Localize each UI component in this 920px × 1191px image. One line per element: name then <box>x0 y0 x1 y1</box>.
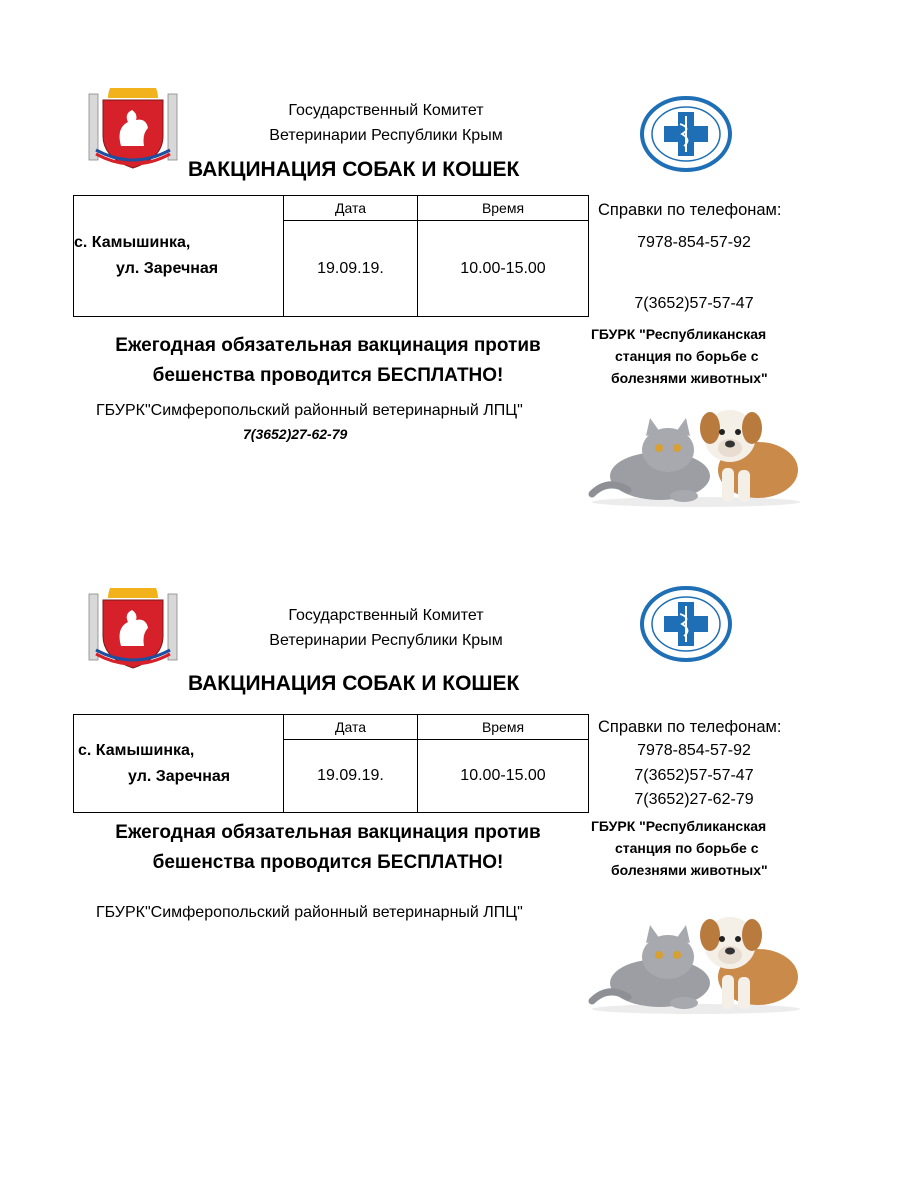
station-line-3: болезнями животных" <box>611 862 768 878</box>
location-village: с. Камышинка, <box>74 234 191 251</box>
location-street: ул. Заречная <box>116 260 219 277</box>
phone-number: 7978-854-57-92 <box>637 234 751 251</box>
flyer-2 <box>0 500 920 1020</box>
notice-line-2: бешенства проводится БЕСПЛАТНО! <box>152 852 504 873</box>
free-vaccination-notice <box>68 818 588 878</box>
committee-line-2: Ветеринарии Республики Крым <box>269 127 503 144</box>
phone-number: 7978-854-57-92 <box>637 742 751 759</box>
station-line-1: ГБУРК "Республиканская <box>591 818 767 834</box>
time-header: Время <box>418 715 589 740</box>
date-header: Дата <box>284 715 418 740</box>
station-line-2: станция по борьбе с <box>615 840 759 856</box>
committee-line-1: Государственный Комитет <box>288 102 484 119</box>
committee-line-1: Государственный Комитет <box>288 607 484 624</box>
phones-heading: Справки по телефонам: <box>598 201 782 219</box>
time-value: 10.00-15.00 <box>418 740 589 813</box>
schedule-table <box>73 714 589 813</box>
location-village: с. Камышинка, <box>78 741 195 759</box>
veterinary-service-logo-icon <box>640 586 732 662</box>
crimea-coat-of-arms-icon <box>86 88 180 174</box>
committee-name <box>226 98 546 148</box>
phone-number: 7(3652)27-62-79 <box>634 791 754 808</box>
time-value: 10.00-15.00 <box>418 221 589 317</box>
date-header: Дата <box>284 196 418 221</box>
notice-line-1: Ежегодная обязательная вакцинация против <box>115 822 541 843</box>
page-title: ВАКЦИНАЦИЯ СОБАК И КОШЕК <box>188 158 520 181</box>
district-vet-phone: 7(3652)27-62-79 <box>243 426 348 442</box>
veterinary-service-logo-icon <box>640 96 732 172</box>
schedule-table <box>73 195 589 317</box>
date-value: 19.09.19. <box>284 740 418 813</box>
station-name <box>591 323 768 389</box>
time-header: Время <box>418 196 589 221</box>
free-vaccination-notice <box>68 331 588 391</box>
date-value: 19.09.19. <box>284 221 418 317</box>
cat-and-dog-image <box>588 398 804 508</box>
station-line-3: болезнями животных" <box>611 370 768 386</box>
district-vet-center: ГБУРК"Симферопольский районный ветеринарный ЛПЦ" <box>96 904 523 921</box>
phone-number: 7(3652)57-57-47 <box>634 767 754 784</box>
phones-heading: Справки по телефонам: <box>598 718 782 736</box>
location-cell <box>74 715 284 813</box>
cat-and-dog-image <box>588 905 804 1015</box>
notice-line-1: Ежегодная обязательная вакцинация против <box>115 335 541 356</box>
district-vet-center: ГБУРК"Симферопольский районный ветеринарный ЛПЦ" <box>96 402 523 419</box>
station-line-1: ГБУРК "Республиканская <box>591 326 767 342</box>
page-title: ВАКЦИНАЦИЯ СОБАК И КОШЕК <box>188 672 520 695</box>
phone-number: 7(3652)57-57-47 <box>634 295 754 312</box>
station-line-2: станция по борьбе с <box>615 348 759 364</box>
notice-line-2: бешенства проводится БЕСПЛАТНО! <box>152 365 504 386</box>
location-street: ул. Заречная <box>128 767 231 785</box>
station-name <box>591 815 768 881</box>
flyer-1 <box>0 0 920 520</box>
location-cell <box>74 196 284 317</box>
committee-name <box>226 603 546 653</box>
crimea-coat-of-arms-icon <box>86 588 180 674</box>
committee-line-2: Ветеринарии Республики Крым <box>269 632 503 649</box>
